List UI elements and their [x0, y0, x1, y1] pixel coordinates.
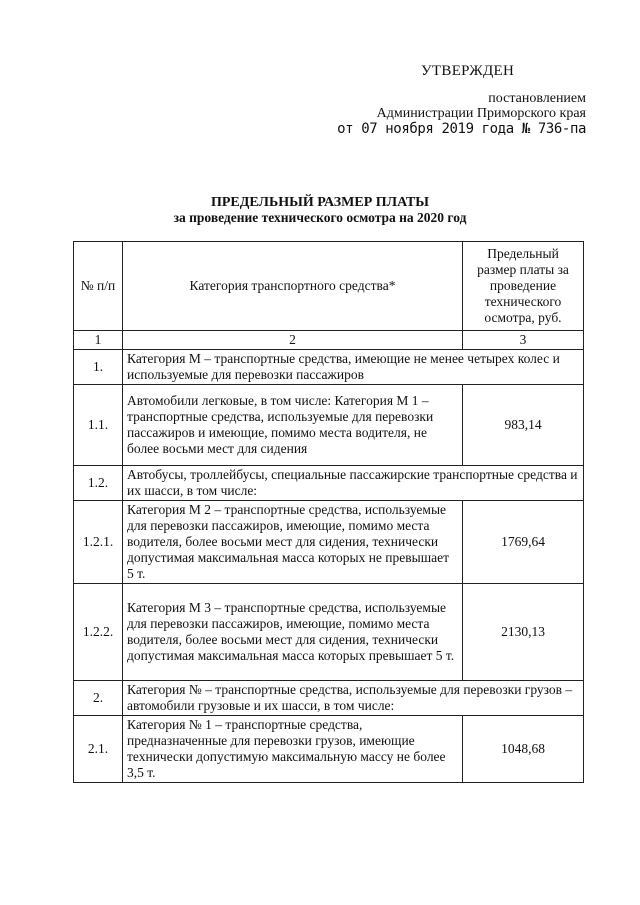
column-number: 1: [74, 331, 123, 350]
row-number: 1.2.2.: [74, 584, 123, 681]
row-price: 1048,68: [463, 716, 584, 783]
fee-table: [73, 241, 584, 783]
table-row: [74, 681, 584, 716]
decree-line-2: Администрации Приморского края: [376, 106, 586, 121]
row-category: Автобусы, троллейбусы, специальные пассажирские транспортные средства и их шасси, в том числе:: [123, 466, 584, 501]
row-category: Категория M 3 – транспортные средства, используемые для перевозки пассажиров, имеющие, помимо места водителя, более восьми мест для сидения, технически допустимая максимальная масса которых превышает 5 т.: [123, 584, 463, 681]
row-number: 2.1.: [74, 716, 123, 783]
decree-line-3: от 07 ноября 2019 года № 736-па: [337, 121, 586, 137]
table-row: [74, 716, 584, 783]
column-number-row: [74, 331, 584, 350]
document-subtitle: за проведение технического осмотра на 2020 год: [173, 210, 467, 225]
column-number: 3: [463, 331, 584, 350]
table-row: [74, 584, 584, 681]
row-number: 1.2.: [74, 466, 123, 501]
row-number: 1.: [74, 350, 123, 385]
row-category: Категория № 1 – транспортные средства, предназначенные для перевозки грузов, имеющие технически допустимую максимальную массу не более 3,5 т.: [123, 716, 463, 783]
row-price: 1769,64: [463, 501, 584, 584]
approved-stamp: УТВЕРЖДЕН: [421, 63, 515, 79]
decree-line-1: постановлением: [488, 91, 586, 106]
document-title: ПРЕДЕЛЬНЫЙ РАЗМЕР ПЛАТЫ: [210, 195, 430, 210]
table-row: [74, 501, 584, 584]
header-category: Категория транспортного средства*: [123, 242, 463, 331]
row-price: 983,14: [463, 385, 584, 466]
row-category: Категория M – транспортные средства, имеющие не менее четырех колес и используемые для перевозки пассажиров: [123, 350, 584, 385]
row-number: 1.2.1.: [74, 501, 123, 584]
table-row: [74, 466, 584, 501]
table-row: [74, 385, 584, 466]
header-price: Предельный размер платы за проведение технического осмотра, руб.: [463, 242, 584, 331]
row-number: 1.1.: [74, 385, 123, 466]
header-num: № п/п: [74, 242, 123, 331]
row-number: 2.: [74, 681, 123, 716]
row-price: 2130,13: [463, 584, 584, 681]
table-row: [74, 350, 584, 385]
row-category: Категория M 2 – транспортные средства, используемые для перевозки пассажиров, имеющие, помимо места водителя, более восьми мест для сидения, технически допустимая максимальная масса которых не превышает 5 т.: [123, 501, 463, 584]
column-number: 2: [123, 331, 463, 350]
row-category: Категория № – транспортные средства, используемые для перевозки грузов – автомобили грузовые и их шасси, в том числе:: [123, 681, 584, 716]
row-category: Автомобили легковые, в том числе: Категория M 1 – транспортные средства, используемые для перевозки пассажиров и имеющие, помимо места водителя, не более восьми мест для сидения: [123, 385, 463, 466]
table-header-row: [74, 242, 584, 331]
